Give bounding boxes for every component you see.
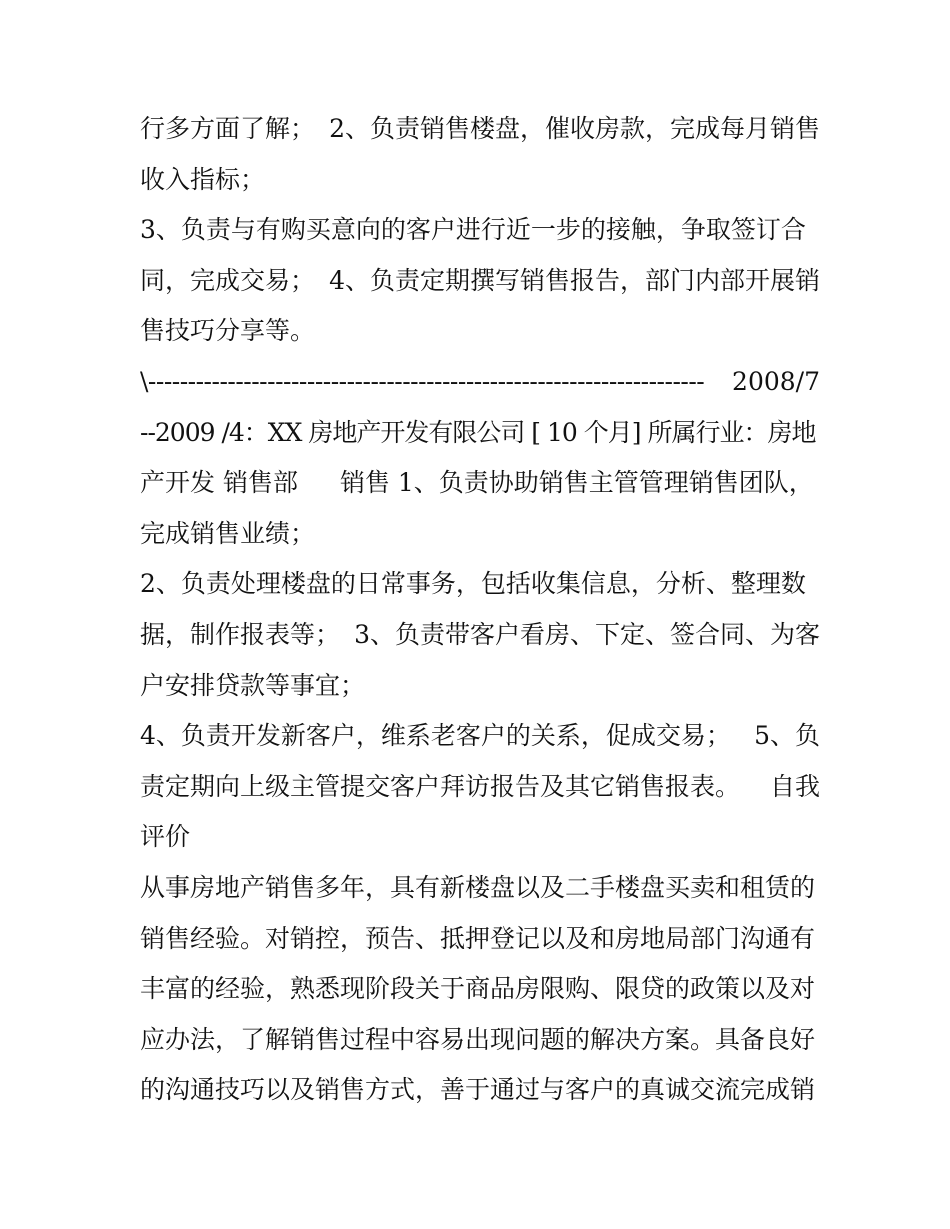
document-body (140, 104, 820, 1116)
text-segment: 同，完成交易； (140, 265, 316, 295)
text-line (140, 1065, 820, 1116)
text-line (140, 306, 820, 357)
section-heading-part: 评价 (140, 822, 191, 852)
text-segment: 应办法，了解销售过程中容易出现问题的解决方案。具备良好 (140, 1024, 816, 1054)
text-line (140, 661, 820, 712)
text-line (140, 812, 820, 863)
text-segment: 4、负责开发新客户，维系老客户的关系，促成交易； (140, 721, 731, 751)
text-line (140, 711, 820, 762)
dashed-separator: \---------------------------------------------------------------------- (140, 366, 705, 396)
text-segment: 售技巧分享等。 (140, 316, 316, 346)
text-segment: 2、负责销售楼盘，催收房款，完成每月销售 (329, 114, 820, 143)
text-segment: 4、负责定期撰写销售报告，部门内部开展销 (329, 265, 820, 295)
text-segment: --2009 /4：XX 房地产开发有限公司 [ 10 个月] 所属行业：房地 (140, 417, 816, 447)
text-line (140, 1015, 820, 1066)
text-segment: 3、负责带客户看房、下定、签合同、为客 (354, 619, 820, 649)
text-line (140, 914, 820, 965)
text-segment: 收入指标； (140, 164, 266, 194)
text-segment: 3、负责与有购买意向的客户进行近一步的接触，争取签订合 (140, 215, 806, 245)
text-line (140, 762, 820, 813)
text-segment: 销售 1、负责协助销售主管管理销售团队， (339, 468, 814, 498)
text-line (140, 509, 820, 560)
text-line (140, 155, 820, 206)
text-segment: 销售经验。对销控，预告、抵押登记以及和房地局部门沟通有 (140, 923, 816, 953)
text-line (140, 458, 820, 509)
text-segment: 产开发 销售部 (140, 468, 298, 498)
text-line (140, 256, 820, 307)
date-start: 2008/7 (732, 366, 820, 396)
text-line (140, 610, 820, 661)
section-heading-part: 自我 (769, 771, 820, 801)
text-segment: 的沟通技巧以及销售方式，善于通过与客户的真诚交流完成销 (140, 1075, 816, 1105)
separator-line (140, 357, 820, 408)
text-segment: 户安排贷款等事宜； (140, 670, 366, 700)
text-line (140, 205, 820, 256)
text-segment: 行多方面了解； (140, 114, 316, 143)
text-segment: 完成销售业绩； (140, 518, 316, 548)
text-line (140, 964, 820, 1015)
text-segment: 2、负责处理楼盘的日常事务，包括收集信息，分析、整理数 (140, 569, 806, 599)
text-segment: 责定期向上级主管提交客户拜访报告及其它销售报表。 (140, 771, 741, 801)
text-line (140, 863, 820, 914)
text-line (140, 559, 820, 610)
text-line (140, 408, 820, 459)
text-segment: 丰富的经验，熟悉现阶段关于商品房限购、限贷的政策以及对 (140, 974, 816, 1004)
text-segment: 据，制作报表等； (140, 619, 341, 649)
text-segment: 从事房地产销售多年，具有新楼盘以及二手楼盘买卖和租赁的 (140, 872, 816, 902)
text-line (140, 104, 820, 155)
text-segment: 5、负 (754, 721, 820, 751)
